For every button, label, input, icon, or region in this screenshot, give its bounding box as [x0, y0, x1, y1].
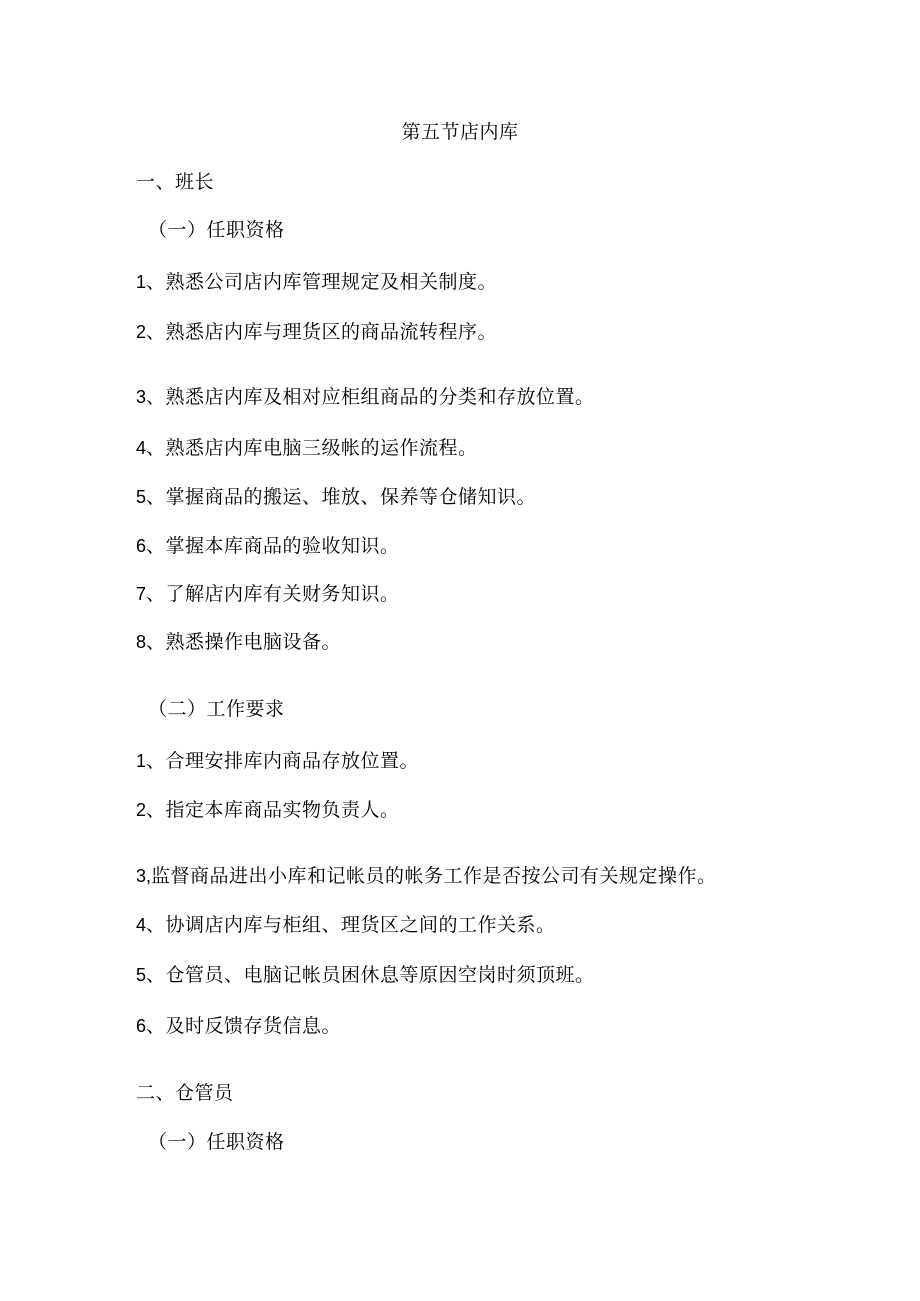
item-text: 、合理安排库内商品存放位置。 [146, 750, 420, 772]
item-text: 、熟悉店内库电脑三级帐的运作流程。 [146, 437, 478, 459]
subsection-heading-qualifications: （一）任职资格 [148, 219, 285, 241]
list-item [136, 963, 595, 987]
subsection-heading-qualifications: （一）任职资格 [148, 1131, 285, 1153]
list-item [136, 270, 497, 294]
item-number: 2 [136, 322, 147, 342]
item-number: 7 [136, 584, 147, 604]
item-number: 3, [136, 866, 152, 886]
list-item [136, 582, 400, 606]
list-item [136, 913, 556, 937]
list-item [136, 436, 478, 460]
item-number: 8 [136, 632, 147, 652]
item-number: 6 [136, 536, 147, 556]
item-text: 、协调店内库与柜组、理货区之间的工作关系。 [146, 914, 556, 936]
item-number: 2 [136, 800, 147, 820]
item-text: 、仓管员、电脑记帐员困休息等原因空岗时须顶班。 [146, 964, 595, 986]
item-number: 5 [136, 487, 147, 507]
item-number: 3 [136, 387, 147, 407]
section-heading-monitor: 一、班长 [136, 171, 215, 193]
item-text: 监督商品进出小库和记帐员的帐务工作是否按公司有关规定操作。 [151, 865, 717, 887]
item-number: 4 [136, 915, 147, 935]
item-number: 1 [136, 272, 147, 292]
item-text: 、掌握商品的搬运、堆放、保养等仓储知识。 [146, 486, 537, 508]
list-item [136, 864, 717, 888]
item-number: 1 [136, 751, 147, 771]
item-number: 5 [136, 965, 147, 985]
list-item [136, 630, 341, 654]
list-item [136, 385, 595, 409]
list-item [136, 534, 400, 558]
item-text: 、熟悉店内库与理货区的商品流转程序。 [146, 321, 498, 343]
item-text: 、掌握本库商品的验收知识。 [146, 535, 400, 557]
item-text: 、熟悉公司店内库管理规定及相关制度。 [146, 271, 498, 293]
item-number: 4 [136, 438, 147, 458]
item-text: 、及时反馈存货信息。 [146, 1015, 342, 1037]
section-heading-warehouse-keeper: 二、仓管员 [136, 1082, 234, 1104]
item-text: 、了解店内库有关财务知识。 [146, 583, 400, 605]
subsection-heading-requirements: （二）工作要求 [148, 698, 285, 720]
item-text: 、熟悉操作电脑设备。 [146, 631, 342, 653]
item-text: 、指定本库商品实物负责人。 [146, 799, 400, 821]
page-title: 第五节店内库 [401, 121, 519, 143]
list-item [136, 320, 497, 344]
item-number: 6 [136, 1016, 147, 1036]
item-text: 、熟悉店内库及相对应柜组商品的分类和存放位置。 [146, 386, 595, 408]
list-item [136, 1014, 341, 1038]
list-item [136, 485, 536, 509]
list-item [136, 798, 400, 822]
list-item [136, 749, 419, 773]
